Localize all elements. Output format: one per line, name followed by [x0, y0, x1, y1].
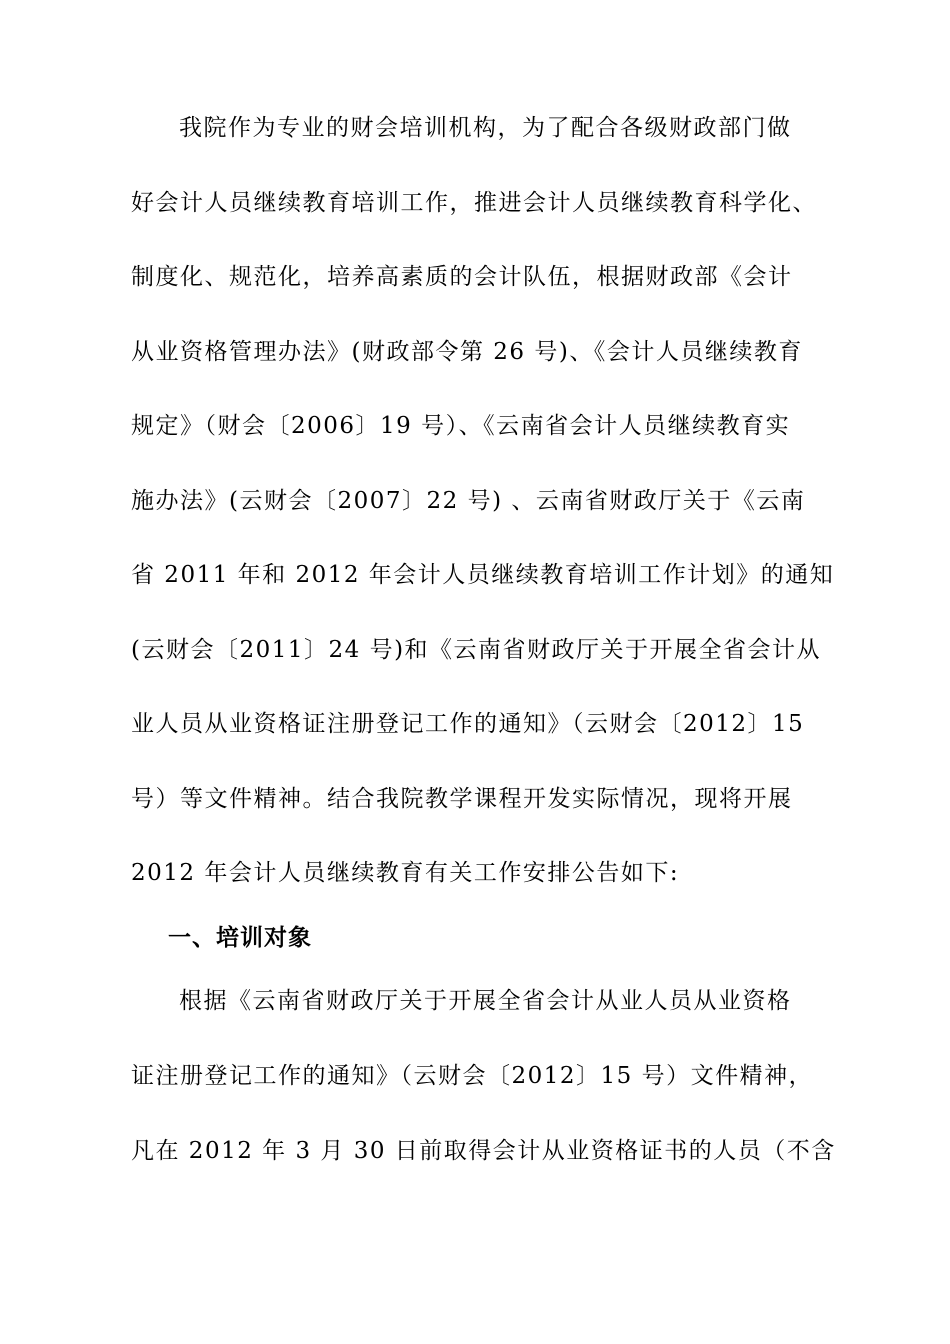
paragraph-1-line-10: 号）等文件精神。结合我院教学课程开发实际情况，现将开展	[131, 786, 793, 812]
paragraph-1-line-1: 我院作为专业的财会培训机构，为了配合各级财政部门做	[179, 115, 792, 141]
paragraph-2-line-1: 根据《云南省财政厅关于开展全省会计从业人员从业资格	[179, 988, 792, 1014]
paragraph-1-line-4: 从业资格管理办法》(财政部令第 26 号)、《会计人员继续教育	[131, 339, 803, 365]
paragraph-1-line-7: 省 2011 年和 2012 年会计人员继续教育培训工作计划》的通知	[131, 562, 835, 588]
section-heading-training-targets: 一、培训对象	[168, 925, 312, 951]
paragraph-1-line-6: 施办法》(云财会〔2007〕22 号) 、云南省财政厅关于《云南	[131, 488, 806, 514]
paragraph-1-line-8: (云财会〔2011〕24 号)和《云南省财政厅关于开展全省会计从	[131, 637, 822, 663]
paragraph-1-line-2: 好会计人员继续教育培训工作，推进会计人员继续教育科学化、	[131, 190, 817, 216]
paragraph-1-line-5: 规定》（财会〔2006〕19 号）、《云南省会计人员继续教育实	[131, 413, 791, 439]
paragraph-2-line-2: 证注册登记工作的通知》（云财会〔2012〕15 号）文件精神，	[131, 1063, 814, 1089]
paragraph-1-line-11: 2012 年会计人员继续教育有关工作安排公告如下:	[131, 860, 680, 886]
paragraph-1-line-3: 制度化、规范化，培养高素质的会计队伍，根据财政部《会计	[131, 264, 793, 290]
paragraph-1-line-9: 业人员从业资格证注册登记工作的通知》（云财会〔2012〕15	[131, 711, 805, 737]
paragraph-2-line-3: 凡在 2012 年 3 月 30 日前取得会计从业资格证书的人员（不含	[131, 1138, 836, 1164]
